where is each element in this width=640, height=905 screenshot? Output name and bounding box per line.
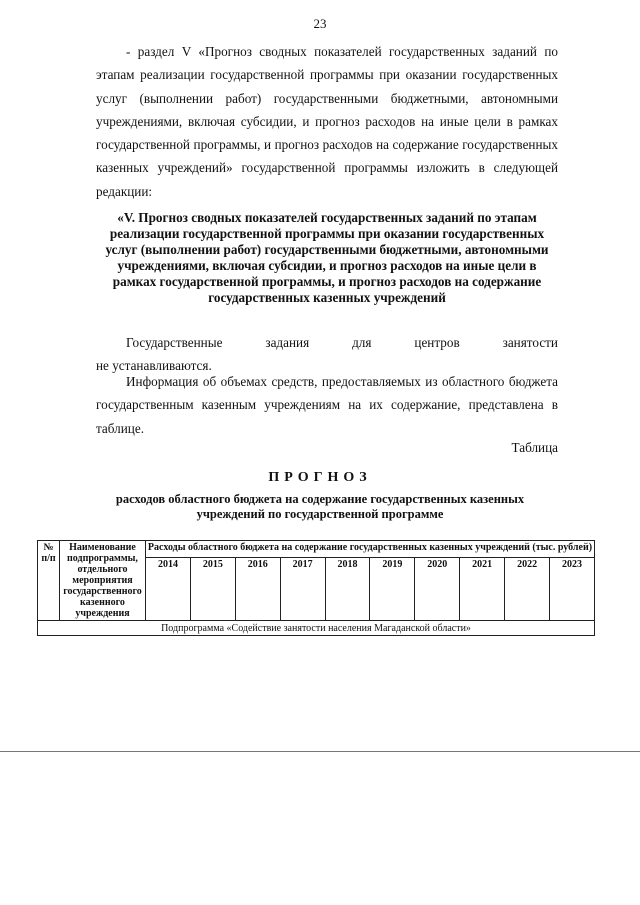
table-label: Таблица xyxy=(511,440,558,455)
header-year: 2022 xyxy=(505,558,550,621)
header-year: 2021 xyxy=(460,558,505,621)
header-year: 2015 xyxy=(190,558,235,621)
forecast-title: ПРОГНОЗ xyxy=(268,470,372,485)
header-year: 2019 xyxy=(370,558,415,621)
header-year: 2018 xyxy=(325,558,370,621)
section-heading: «V. Прогноз сводных показателей государственных заданий по этапам реализации государственной программы при оказании государственных услуг (выполнении работ) государственными бюджетными, автономными учреждениями, включая субсидии, и прогноз расходов на иные цели в рамках государственной программы, и прогноз расходов на содержание государственных казенных учреждений xyxy=(105,210,549,305)
header-name: Наименование подпрограммы, отдельного мероприятия государственного казенного учреждения xyxy=(60,541,146,621)
header-year: 2016 xyxy=(235,558,280,621)
tasks-paragraph-line1: Государственные задания для центров занятости xyxy=(126,335,558,350)
page-number: 23 xyxy=(313,16,327,31)
header-year: 2023 xyxy=(550,558,595,621)
intro-paragraph: - раздел V «Прогноз сводных показателей государственных заданий по этапам реализации государственной программы при оказании государственных услуг (выполнении работ) государственными бюджетными, автономными учреждениями, включая субсидии, и прогноз расходов на иные цели в рамках государственной программы, и прогноз расходов на содержание государственных казенных учреждений» государственной программы изложить в следующей редакции: xyxy=(96,44,558,199)
header-number: № п/п xyxy=(38,541,60,621)
table-row xyxy=(38,621,595,636)
header-year: 2017 xyxy=(280,558,325,621)
header-year: 2020 xyxy=(415,558,460,621)
tasks-paragraph-rest: не устанавливаются. xyxy=(96,358,212,374)
page-divider xyxy=(0,751,640,752)
subprogram-row: Подпрограмма «Содействие занятости населения Магаданской области» xyxy=(38,621,595,636)
header-year: 2014 xyxy=(146,558,191,621)
forecast-subtitle: расходов областного бюджета на содержание государственных казенных учреждений по государственной программе xyxy=(115,492,525,521)
info-paragraph: Информация об объемах средств, предоставляемых из областного бюджета государственным казенным учреждениям на их содержание, представлена в таблице. xyxy=(96,374,558,436)
forecast-table xyxy=(37,540,595,636)
header-expenses: Расходы областного бюджета на содержание государственных казенных учреждений (тыс. рублей) xyxy=(146,541,595,558)
